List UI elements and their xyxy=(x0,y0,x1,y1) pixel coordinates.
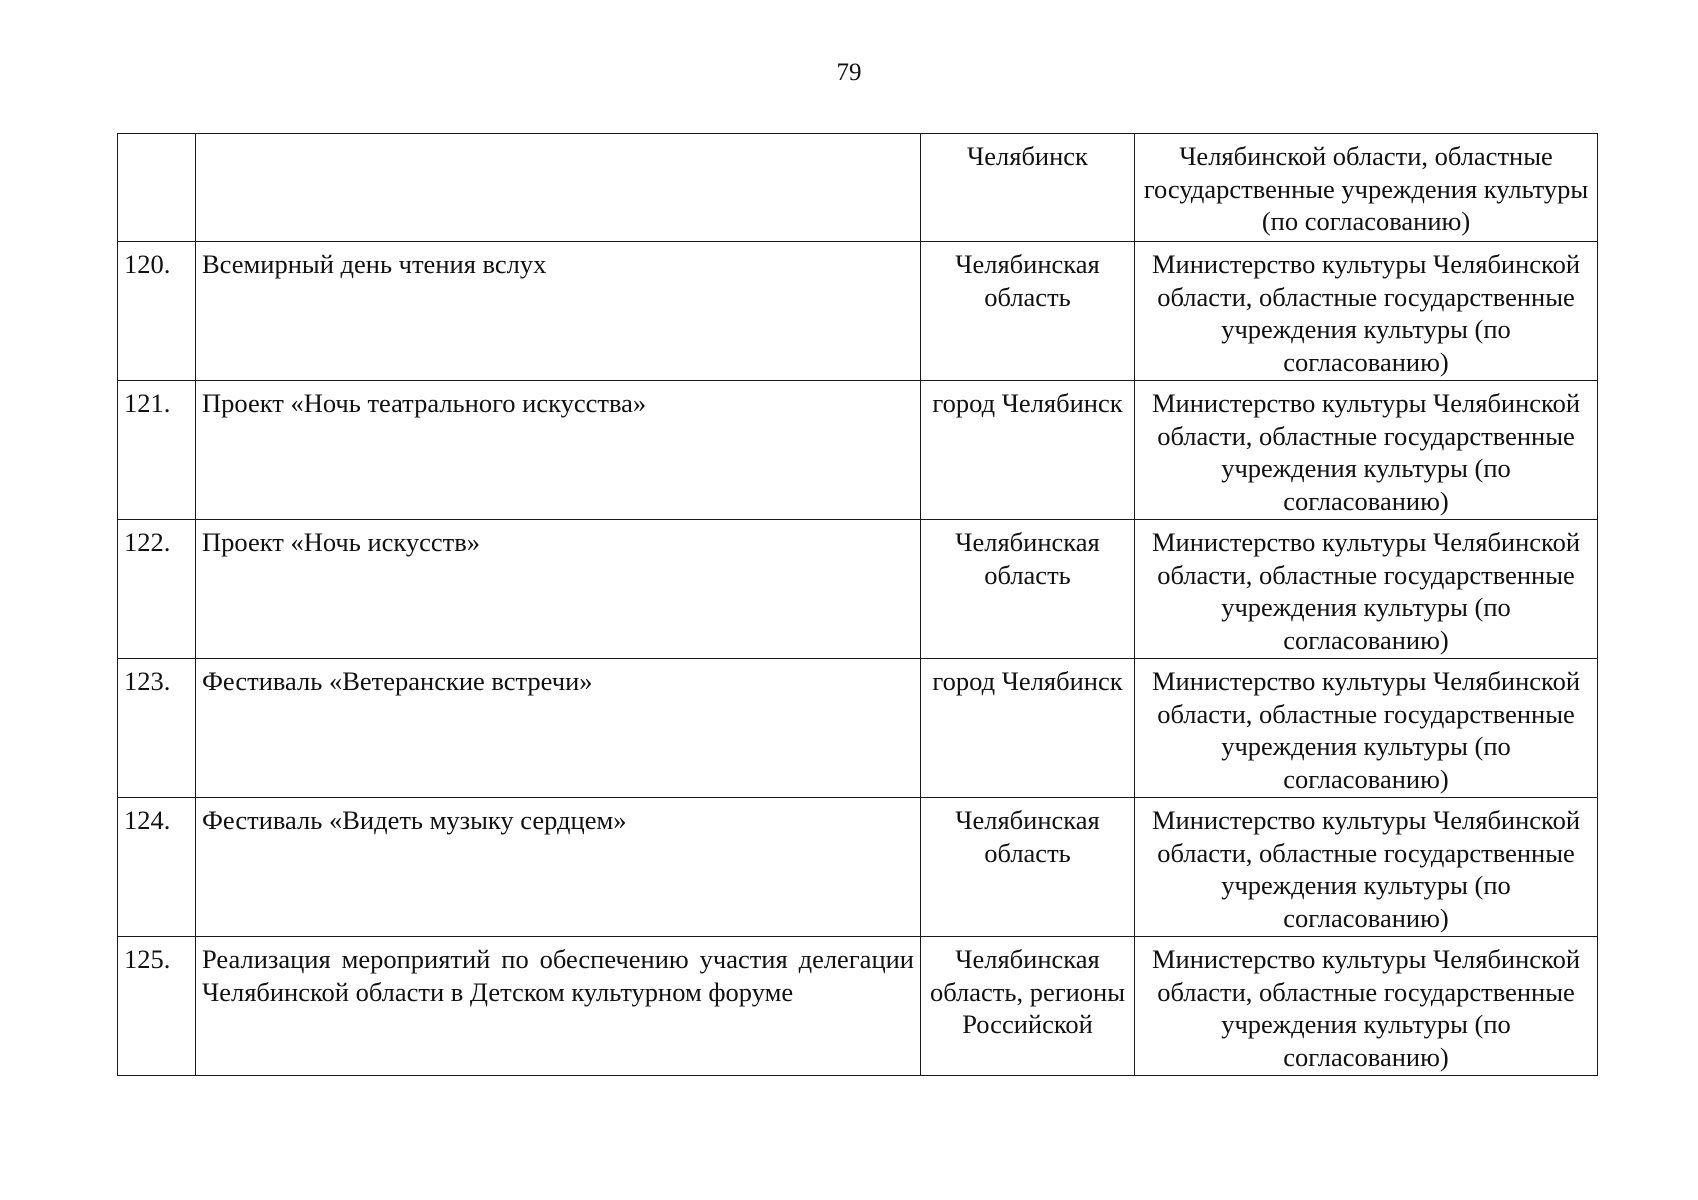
event-place-cell: Челябинская область, регионы Российской xyxy=(921,937,1135,1076)
event-place-cell: город Челябинск xyxy=(921,659,1135,798)
event-organizer-cell: Министерство культуры Челябинской области, областные государственные учреждения культуры (по согласованию) xyxy=(1135,242,1598,381)
event-organizer-cell: Министерство культуры Челябинской области, областные государственные учреждения культуры (по согласованию) xyxy=(1135,659,1598,798)
table-row xyxy=(118,242,1598,381)
row-number-cell: 122. xyxy=(118,520,196,659)
event-title-cell: Проект «Ночь искусств» xyxy=(196,520,921,659)
table-row-continuation xyxy=(118,134,1598,242)
event-organizer-cell: Министерство культуры Челябинской области, областные государственные учреждения культуры (по согласованию) xyxy=(1135,520,1598,659)
event-place-cell: город Челябинск xyxy=(921,381,1135,520)
row-number-cell: 124. xyxy=(118,798,196,937)
event-title-cell: Реализация мероприятий по обеспечению участия делегации Челябинской области в Детском культурном форуме xyxy=(196,937,921,1076)
event-place-cell: Челябинская область xyxy=(921,242,1135,381)
event-title-cell xyxy=(196,134,921,242)
event-title-cell: Проект «Ночь театрального искусства» xyxy=(196,381,921,520)
event-organizer-cell: Министерство культуры Челябинской области, областные государственные учреждения культуры (по согласованию) xyxy=(1135,937,1598,1076)
event-title-cell: Фестиваль «Ветеранские встречи» xyxy=(196,659,921,798)
table-row xyxy=(118,659,1598,798)
event-organizer-cell: Министерство культуры Челябинской области, областные государственные учреждения культуры (по согласованию) xyxy=(1135,798,1598,937)
row-number-cell: 121. xyxy=(118,381,196,520)
event-place-cell: Челябинская область xyxy=(921,520,1135,659)
page-number: 79 xyxy=(836,59,862,86)
event-organizer-cell: Министерство культуры Челябинской области, областные государственные учреждения культуры (по согласованию) xyxy=(1135,381,1598,520)
events-table xyxy=(117,133,1598,1076)
row-number-cell xyxy=(118,134,196,242)
event-title-cell: Фестиваль «Видеть музыку сердцем» xyxy=(196,798,921,937)
event-place-cell: Челябинская область xyxy=(921,798,1135,937)
row-number-cell: 120. xyxy=(118,242,196,381)
event-title-cell: Всемирный день чтения вслух xyxy=(196,242,921,381)
table-row xyxy=(118,798,1598,937)
table-row xyxy=(118,937,1598,1076)
event-organizer-cell: Челябинской области, областные государственные учреждения культуры (по согласованию) xyxy=(1135,134,1598,242)
row-number-cell: 125. xyxy=(118,937,196,1076)
row-number-cell: 123. xyxy=(118,659,196,798)
table-row xyxy=(118,520,1598,659)
event-place-cell: Челябинск xyxy=(921,134,1135,242)
table-row xyxy=(118,381,1598,520)
